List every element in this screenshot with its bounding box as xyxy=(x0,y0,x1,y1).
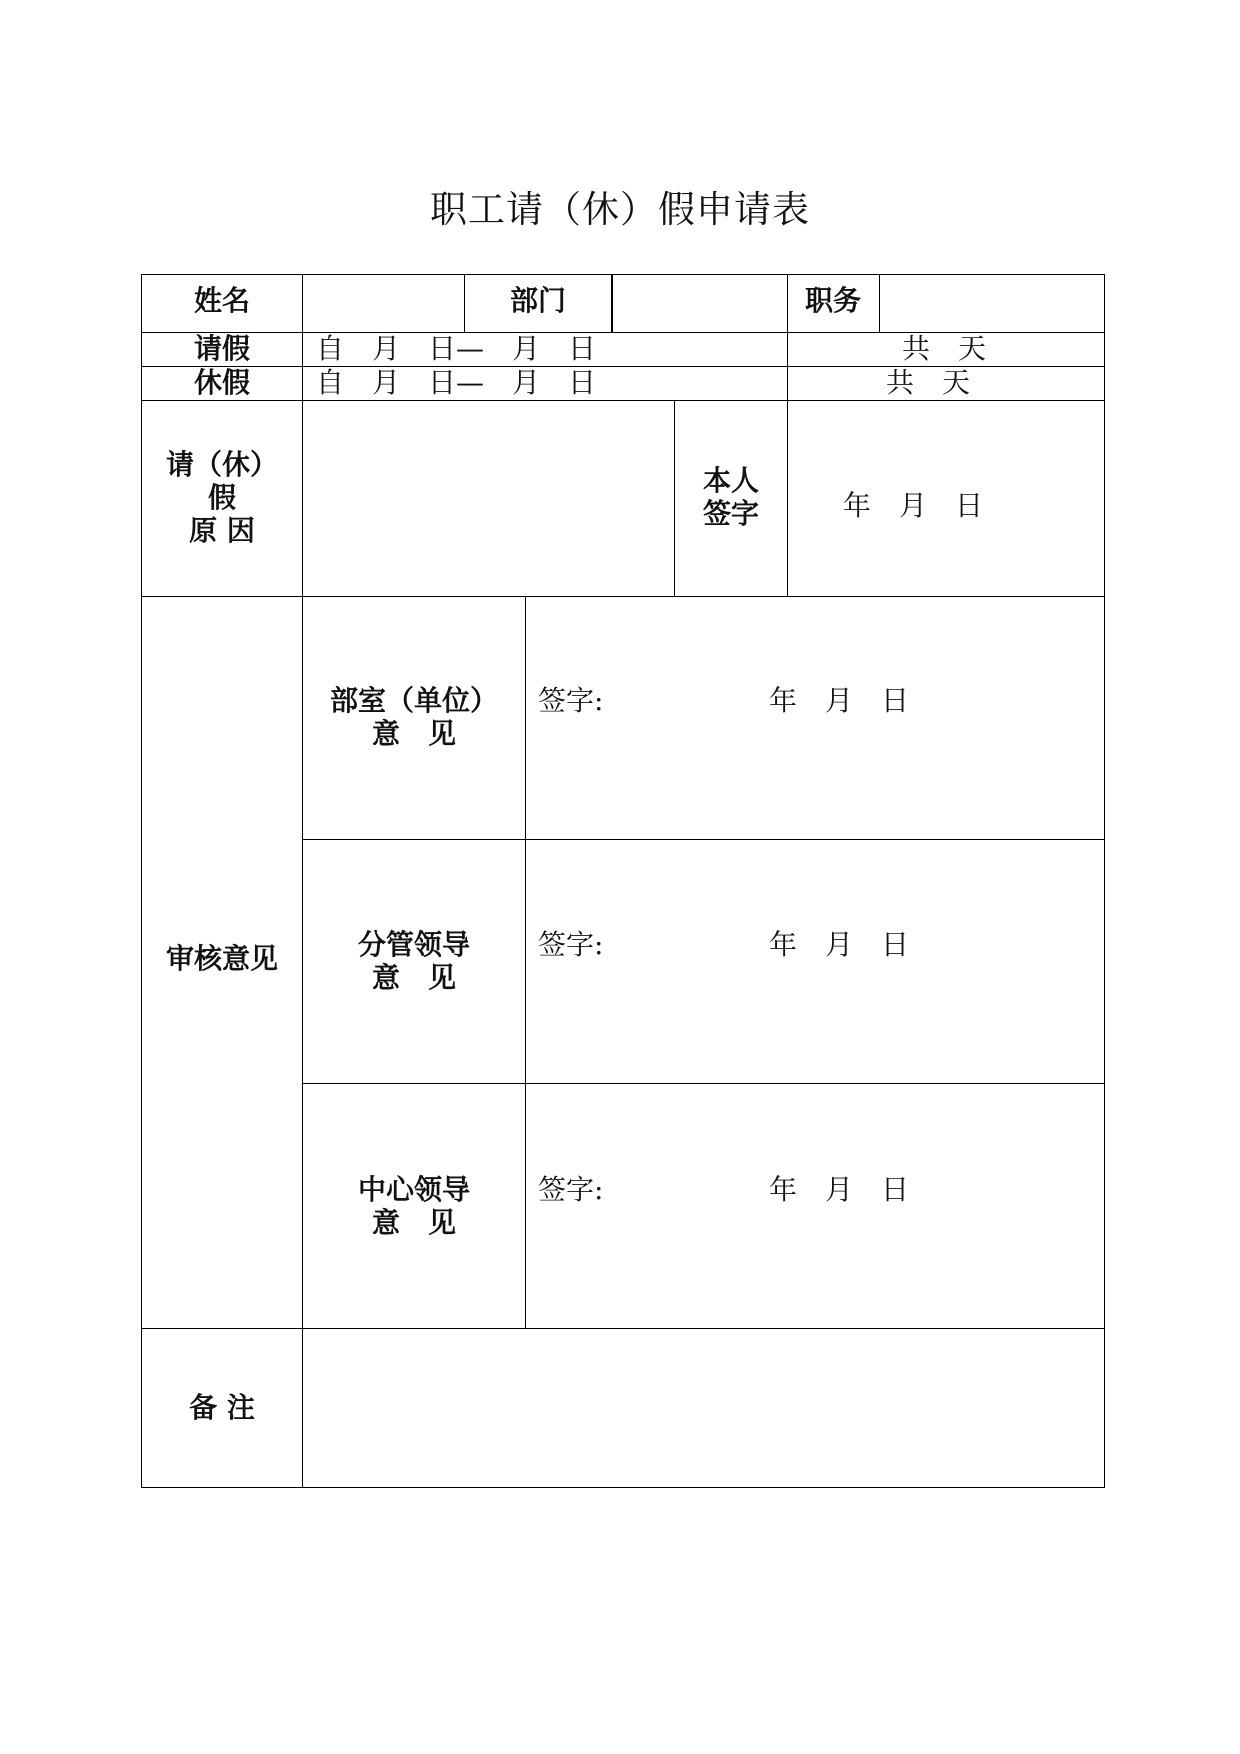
sick-leave-total-days: 共 天 xyxy=(902,332,987,365)
vacation-date-range: 自 月 日— 月 日 xyxy=(316,366,597,399)
department-signature-label: 签字: xyxy=(538,684,604,717)
table-border-top xyxy=(141,274,1105,275)
applicant-signature-label: 本人 签字 xyxy=(702,464,759,530)
department-signature-date: 年 月 日 xyxy=(769,684,910,717)
center-leader-opinion-label: 中心领导 意 见 xyxy=(357,1173,470,1239)
table-divider xyxy=(302,839,1105,840)
vacation-total-days: 共 天 xyxy=(886,366,971,399)
sick-leave-label: 请假 xyxy=(193,332,250,365)
table-border-bottom xyxy=(141,1487,1105,1488)
table-divider xyxy=(141,400,1105,401)
table-divider xyxy=(787,274,788,596)
center-leader-signature-date: 年 月 日 xyxy=(769,1173,910,1206)
review-opinion-label: 审核意见 xyxy=(165,942,278,975)
page-title: 职工请（休）假申请表 xyxy=(430,188,810,231)
table-divider xyxy=(302,1083,1105,1084)
supervisor-signature-label: 签字: xyxy=(538,928,604,961)
department-opinion-label: 部室（单位） 意 见 xyxy=(329,684,498,750)
position-label: 职务 xyxy=(804,284,861,317)
table-divider xyxy=(141,1328,1105,1329)
supervisor-signature-date: 年 月 日 xyxy=(769,928,910,961)
table-divider xyxy=(879,274,880,332)
sick-leave-date-range: 自 月 日— 月 日 xyxy=(316,332,597,365)
table-divider xyxy=(141,596,1105,597)
table-border-right xyxy=(1104,274,1105,1488)
applicant-signature-date: 年 月 日 xyxy=(843,489,984,522)
vacation-label: 休假 xyxy=(193,366,250,399)
leave-reason-label: 请（休） 假 原 因 xyxy=(165,448,278,547)
remarks-label: 备 注 xyxy=(189,1391,255,1424)
center-leader-signature-label: 签字: xyxy=(538,1173,604,1206)
supervisor-opinion-label: 分管领导 意 见 xyxy=(357,928,470,994)
department-label: 部门 xyxy=(509,284,566,317)
name-label: 姓名 xyxy=(193,284,250,317)
